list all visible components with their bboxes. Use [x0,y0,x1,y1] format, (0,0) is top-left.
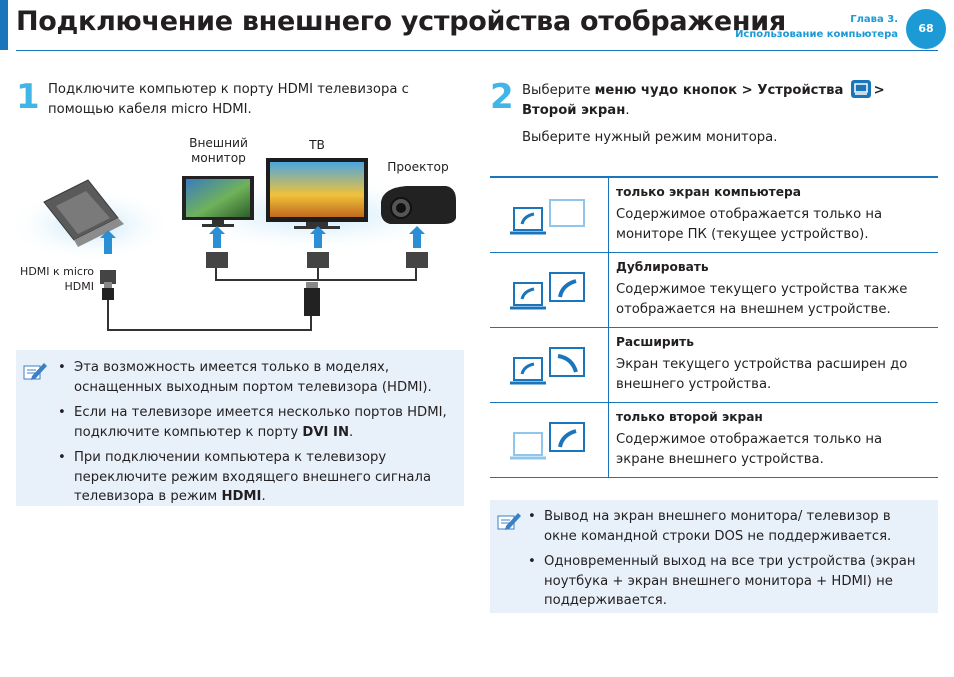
step-1-number: 1 [16,77,40,117]
header-rule [16,50,938,51]
mode-description: Содержимое отображается только на экране внешнего устройства. [616,432,883,467]
page-title: Подключение внешнего устройства отображения [16,6,786,37]
page-number-badge: 68 [906,9,946,49]
note-1-item: • При подключении компьютера к телевизору переключите режим входящего внешнего сигнала телевизора в режим HDMI. [56,448,451,507]
label-cable: HDMI к micro HDMI [20,265,94,293]
mode-title: только второй экран [616,410,763,424]
monitor-image [182,176,254,227]
chapter-info [735,12,898,42]
section-label: Использование компьютера [735,29,898,40]
table-row[interactable] [490,177,938,253]
note-pencil-icon [22,360,48,382]
step-1-text: Подключите компьютер к порту HDMI телевизора с помощью кабеля micro HDMI. [48,82,409,117]
label-tv: ТВ [309,138,325,152]
mode-icon-cell [490,328,609,403]
devices-charm-icon [851,80,871,98]
label-external-monitor: Внешний монитор [189,136,248,165]
mode-title: только экран компьютера [616,185,801,199]
header-accent-bar [0,0,8,50]
table-row[interactable] [490,253,938,328]
cable-lines [108,268,416,330]
step-2-number: 2 [490,77,514,117]
note-1-list [56,358,451,513]
table-row[interactable] [490,403,938,478]
note-box-1 [16,350,464,506]
display-mode-table [490,176,938,478]
duplicate-icon [510,271,590,311]
note-box-2 [490,500,938,613]
connection-diagram [16,130,466,345]
step-2-text: Выберите меню чудо кнопок > Устройства > Второй экран. [522,80,940,120]
tv-image [266,158,368,229]
extend-icon [510,346,590,386]
projector-image [381,186,456,224]
mode-description: Содержимое отображается только на мониторе ПК (текущее устройство). [616,207,883,242]
mode-icon-cell [490,403,609,478]
mode-icon-cell [490,253,609,328]
mode-description: Содержимое текущего устройства также отображается на внешнем устройстве. [616,282,908,317]
label-projector: Проектор [387,160,449,174]
note-1-item: • Эта возможность имеется только в моделях, оснащенных выходным портом телевизора (HDMI). [56,358,451,397]
mode-title: Расширить [616,335,694,349]
note-2-item: • Вывод на экран внешнего монитора/ телевизор в окне командной строки DOS не поддерживается. [526,507,926,546]
mode-title: Дублировать [616,260,709,274]
mode-description: Экран текущего устройства расширен до внешнего устройства. [616,357,908,392]
step-2-subtext: Выберите нужный режим монитора. [522,130,778,145]
note-1-item: • Если на телевизоре имеется несколько портов HDMI, подключите компьютер к порту DVI IN. [56,403,451,442]
cable-connectors [102,282,320,316]
note-2-item: • Одновременный выход на все три устройства (экран ноутбука + экран внешнего монитора + HDMI) не поддерживается. [526,552,926,611]
chapter-label: Глава 3. [850,14,898,25]
note-2-list [526,507,926,617]
note-pencil-icon [496,510,522,532]
table-row[interactable] [490,328,938,403]
mode-icon-cell [490,177,609,253]
pc-screen-only-icon [510,198,590,238]
second-screen-only-icon [510,421,590,461]
